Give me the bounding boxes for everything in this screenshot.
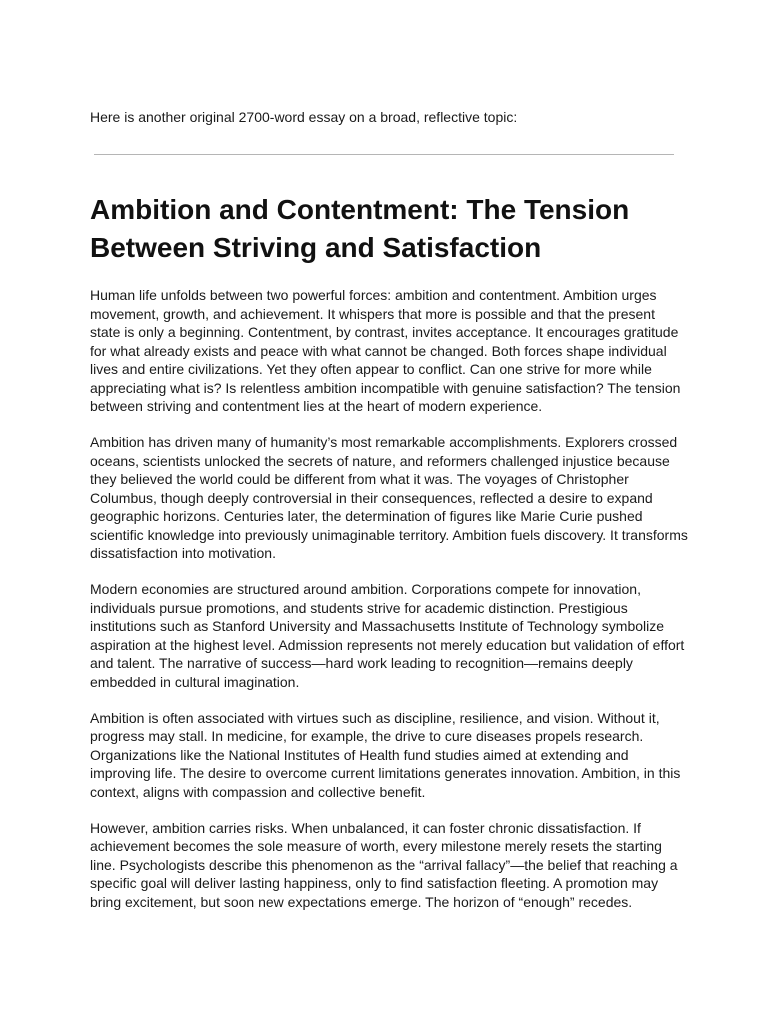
horizontal-divider <box>94 154 674 155</box>
paragraph: Human life unfolds between two powerful forces: ambition and contentment. Ambition urges movement, growth, and achievement. It whispers that more is possible and that the present state is only a beginning. Contentment, by contrast, invites acceptance. It encourages gratitude for what already exists and peace with what cannot be changed. Both forces shape individual lives and entire civilizations. Yet they often appear to conflict. Can one strive for more while appreciating what is? Is relentless ambition incompatible with genuine satisfaction? The tension between striving and contentment lies at the heart of modern experience. <box>90 287 681 414</box>
intro-text: Here is another original 2700-word essay on a broad, reflective topic: <box>90 109 518 125</box>
essay-body <box>90 286 688 929</box>
paragraph: Modern economies are structured around ambition. Corporations compete for innovation, individuals pursue promotions, and students strive for academic distinction. Prestigious institutions such as Stanford University and Massachusetts Institute of Technology symbolize aspiration at the highest level. Admission represents not merely education but validation of effort and talent. The narrative of success—hard work leading to recognition—remains deeply embedded in cultural imagination. <box>90 581 685 690</box>
paragraph: Ambition is often associated with virtues such as discipline, resilience, and vision. Without it, progress may stall. In medicine, for example, the drive to cure diseases propels research. Organizations like the National Institutes of Health fund studies aimed at extending and improving life. The desire to overcome current limitations generates innovation. Ambition, in this context, aligns with compassion and collective benefit. <box>90 709 681 800</box>
paragraph: Ambition has driven many of humanity’s most remarkable accomplishments. Explorers crossed oceans, scientists unlocked the secrets of nature, and reformers challenged injustice because they believed the world could be different from what it was. The voyages of Christopher Columbus, though deeply controversial in their consequences, reflected a desire to expand geographic horizons. Centuries later, the determination of figures like Marie Curie pushed scientific knowledge into previously unimaginable territory. Ambition fuels discovery. It transforms dissatisfaction into motivation. <box>90 434 688 561</box>
essay-title-line-1: Ambition and Contentment: The Tension <box>90 194 630 225</box>
essay-title-line-2: Between Striving and Satisfaction <box>90 232 542 263</box>
essay-title <box>90 191 690 267</box>
paragraph: However, ambition carries risks. When unbalanced, it can foster chronic dissatisfaction. If achievement becomes the sole measure of worth, every milestone merely resets the starting line. Psychologists describe this phenomenon as the “arrival fallacy”—the belief that reaching a specific goal will deliver lasting happiness, only to find satisfaction fleeting. A promotion may bring excitement, but soon new expectations emerge. The horizon of “enough” recedes. <box>90 819 678 910</box>
